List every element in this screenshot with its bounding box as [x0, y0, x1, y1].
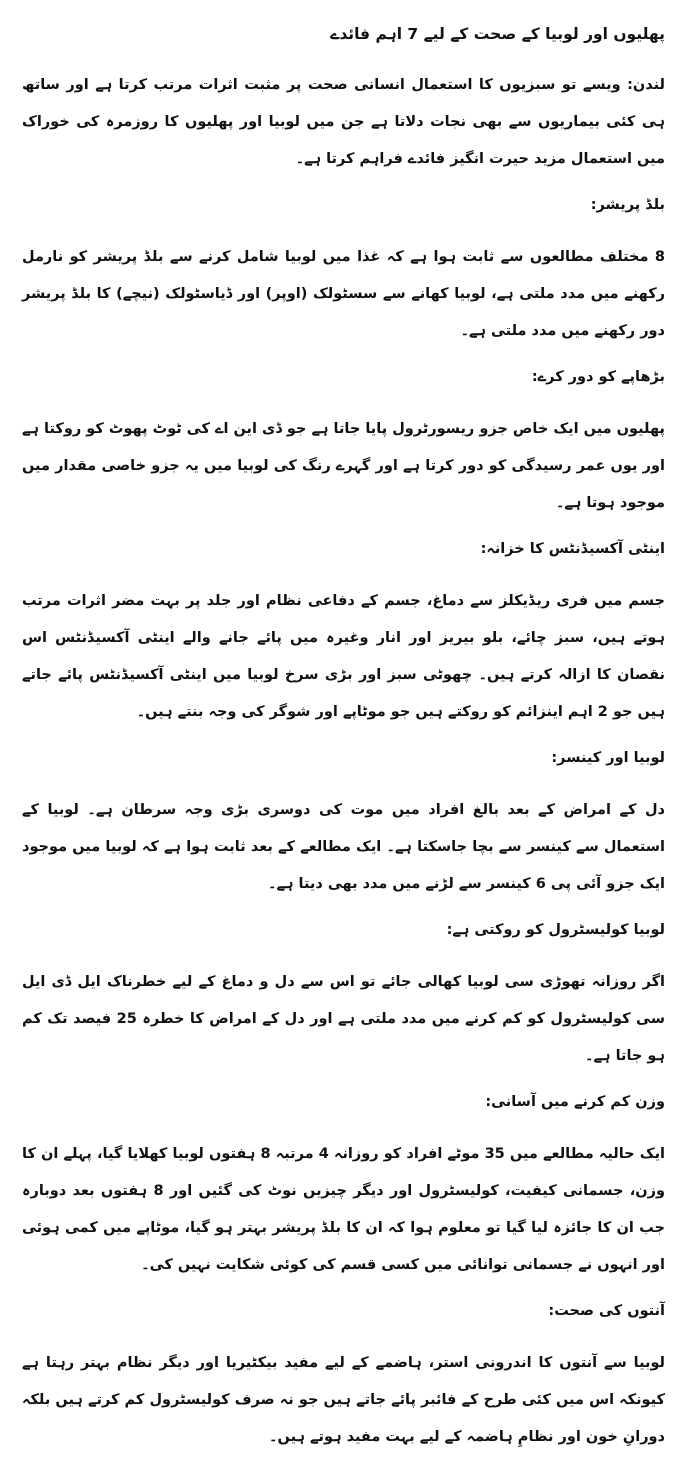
section-heading: لوبیا کولیسٹرول کو روکتی ہے:	[446, 922, 665, 939]
article-title: پھلیوں اور لوبیا کے صحت کے لیے 7 اہم فائدے	[330, 25, 665, 43]
section-heading: آنتوں کی صحت:	[548, 1303, 665, 1320]
section-body: پھلیوں میں ایک خاص جزو ریسورٹرول پایا جاتا ہے جو ڈی این اے کی ٹوٹ پھوٹ کو روکتا ہے اور یوں عمر رسیدگی کو دور کرتا ہے اور گہرے رنگ کی لوبیا میں یہ جزو خاصی مقدار میں موجود ہوتا ہے۔	[22, 420, 665, 511]
section-heading: بلڈ پریشر:	[590, 196, 665, 213]
section-body: جسم میں فری ریڈیکلز سے دماغ، جسم کے دفاعی نظام اور جلد پر بہت مضر اثرات مرتب ہوتے ہیں، سبز چائے، بلو بیریز اور انار وغیرہ میں پائے جانے والے اینٹی آکسیڈنٹس اس نقصان کا ازالہ کرتے ہیں۔ چھوٹی سبز اور بڑی سرخ لوبیا میں اینٹی آکسیڈنٹس پائے جاتے ہیں جو 2 اہم اینزائم کو روکتے ہیں جو موٹاپے اور شوگر کی وجہ بنتے ہیں۔	[22, 593, 665, 720]
section-heading: اینٹی آکسیڈنٹس کا خزانہ:	[480, 540, 665, 557]
section-body: دل کے امراض کے بعد بالغ افراد میں موت کی دوسری بڑی وجہ سرطان ہے۔ لوبیا کے استعمال سے کینسر سے بچا جاسکتا ہے۔ ایک مطالعے کے بعد ثابت ہوا ہے کہ لوبیا میں موجود ایک جزو آئی پی 6 کینسر سے لڑنے میں مدد بھی دیتا ہے۔	[22, 802, 665, 893]
section-cancer	[22, 747, 665, 903]
section-body: لوبیا سے آنتوں کا اندرونی استر، ہاضمے کے لیے مفید بیکٹیریا اور دیگر نظام بہتر رہتا ہے کیونکہ اس میں کئی طرح کے فائبر پائے جاتے ہیں جو نہ صرف کولیسٹرول کم کرتے ہیں بلکہ دورانِ خون اور نظامِ ہاضمہ کے لیے بہت مفید ہوتے ہیں۔	[22, 1355, 665, 1446]
section-body: اگر روزانہ تھوڑی سی لوبیا کھالی جائے تو اس سے دل و دماغ کے لیے خطرناک ایل ڈی ایل سی کولیسٹرول کو کم کرنے میں مدد ملتی ہے اور دل کے امراض کا خطرہ 25 فیصد تک کم ہو جاتا ہے۔	[22, 974, 665, 1065]
section-blood-pressure	[22, 194, 665, 350]
section-body: ایک حالیہ مطالعے میں 35 موٹے افراد کو روزانہ 4 مرتبہ 8 ہفتوں لوبیا کھلایا گیا، پہلے ان کا وزن، جسمانی کیفیت، کولیسٹرول اور دیگر چیزیں نوٹ کی گئیں اور 8 ہفتوں بعد دوبارہ جب ان کا جائزہ لیا گیا تو معلوم ہوا کہ ان کا بلڈ پریشر بہتر ہو گیا، موٹاپے میں کمی ہوئی اور انہوں نے جسمانی توانائی میں کسی قسم کی کوئی شکایت نہیں کی۔	[22, 1146, 665, 1274]
section-heading: لوبیا اور کینسر:	[551, 749, 665, 766]
section-heading: وزن کم کرنے میں آسانی:	[485, 1094, 665, 1111]
section-antioxidants	[22, 538, 665, 731]
section-anti-aging	[22, 366, 665, 522]
article-intro: لندن: ویسے تو سبزیوں کا استعمال انسانی صحت پر مثبت اثرات مرتب کرتا ہے اور ساتھ ہی کئی بیماریوں سے بھی نجات دلاتا ہے جن میں لوبیا اور پھلیوں کا روزمرہ کی خوراک میں استعمال مزید حیرت انگیز فائدے فراہم کرتا ہے۔	[22, 76, 665, 167]
section-body: 8 مختلف مطالعوں سے ثابت ہوا ہے کہ غذا میں لوبیا شامل کرنے سے بلڈ پریشر کو نارمل رکھنے میں مدد ملتی ہے، لوبیا کھانے سے سسٹولک (اوپر) اور ڈیاسٹولک (نیچے) کا بلڈ پریشر دور رکھنے میں مدد ملتی ہے۔	[22, 248, 665, 339]
section-gut-health	[22, 1300, 665, 1456]
section-heading: بڑھاپے کو دور کرے:	[531, 368, 665, 385]
section-cholesterol	[22, 919, 665, 1075]
section-weight-loss	[22, 1091, 665, 1284]
